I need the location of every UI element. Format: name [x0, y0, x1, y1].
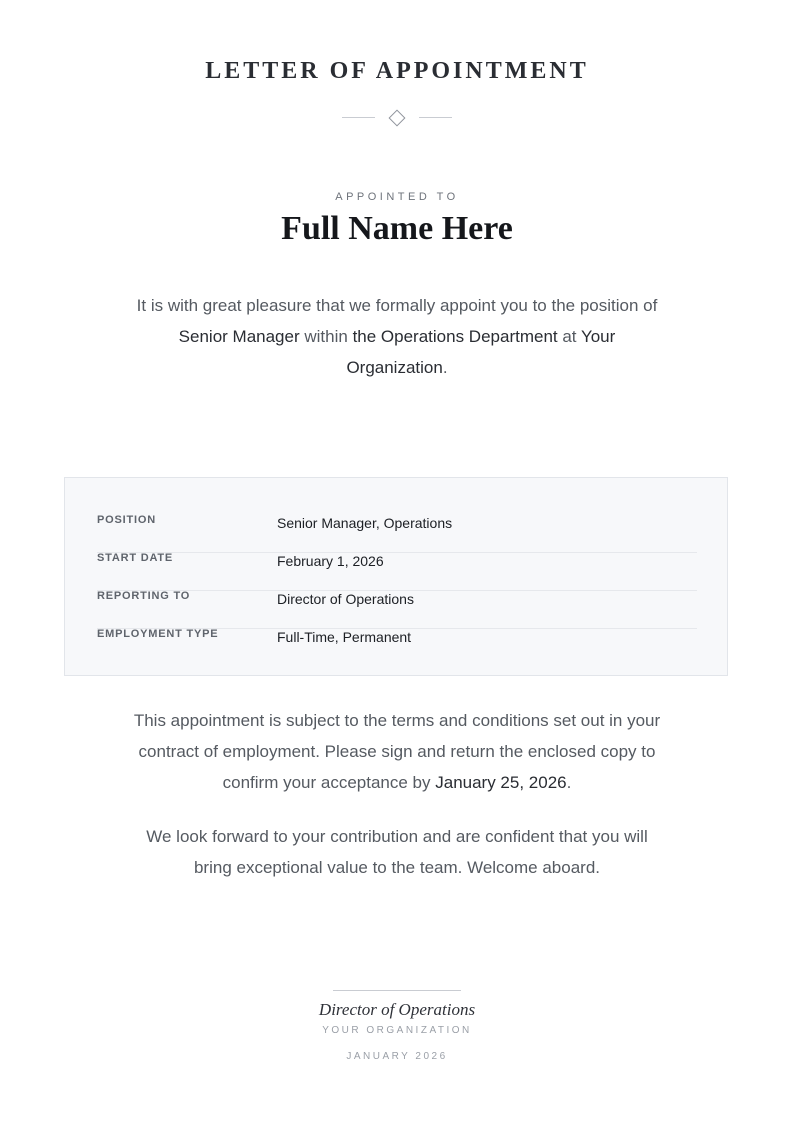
- detail-row-position: [97, 514, 697, 553]
- closing-paragraph: We look forward to your contribution and are confident that you will bring exceptional value to the team. Welcome aboard.: [146, 827, 648, 877]
- detail-label: EMPLOYMENT TYPE: [97, 628, 219, 640]
- detail-row-start-date: [97, 552, 697, 591]
- signatory-organization: YOUR ORGANIZATION: [322, 1025, 472, 1036]
- intro-department: the Operations Department: [352, 327, 558, 346]
- terms-paragraph: [127, 705, 667, 798]
- intro-position: Senior Manager: [178, 327, 300, 346]
- detail-value: February 1, 2026: [277, 553, 384, 569]
- detail-label: POSITION: [97, 514, 156, 526]
- appointed-to-label: APPOINTED TO: [335, 191, 459, 203]
- intro-organization: Your Organization: [346, 327, 616, 377]
- detail-label: REPORTING TO: [97, 590, 191, 602]
- signatory-title: Director of Operations: [318, 1000, 476, 1019]
- appointment-details-box: [64, 477, 728, 676]
- detail-row-employment-type: [97, 628, 697, 666]
- letter-date: JANUARY 2026: [346, 1051, 448, 1062]
- divider-line-right: [419, 117, 452, 118]
- divider-line-left: [342, 117, 375, 118]
- document-title: LETTER OF APPOINTMENT: [205, 58, 589, 84]
- signature-line: [333, 990, 461, 991]
- terms-text-end: .: [566, 773, 572, 792]
- intro-text-1: It is with great pleasure that we formally appoint you to the position of: [136, 296, 658, 315]
- terms-text: This appointment is subject to the terms and conditions set out in your contract of employment. Please sign and return the enclosed copy to confirm your acceptance by: [133, 711, 661, 792]
- detail-value: Senior Manager, Operations: [277, 515, 453, 531]
- detail-value: Full-Time, Permanent: [277, 629, 412, 645]
- ornament-divider: [0, 109, 794, 125]
- detail-label: START DATE: [97, 552, 174, 564]
- intro-text-2: within: [299, 327, 353, 346]
- intro-text-4: .: [442, 358, 448, 377]
- acceptance-deadline: January 25, 2026: [435, 773, 567, 792]
- recipient-name: Full Name Here: [281, 210, 513, 247]
- detail-row-reporting-to: [97, 590, 697, 629]
- detail-value: Director of Operations: [277, 591, 414, 607]
- intro-text-3: at: [557, 327, 581, 346]
- diamond-icon: [389, 110, 406, 127]
- intro-paragraph: [127, 290, 667, 383]
